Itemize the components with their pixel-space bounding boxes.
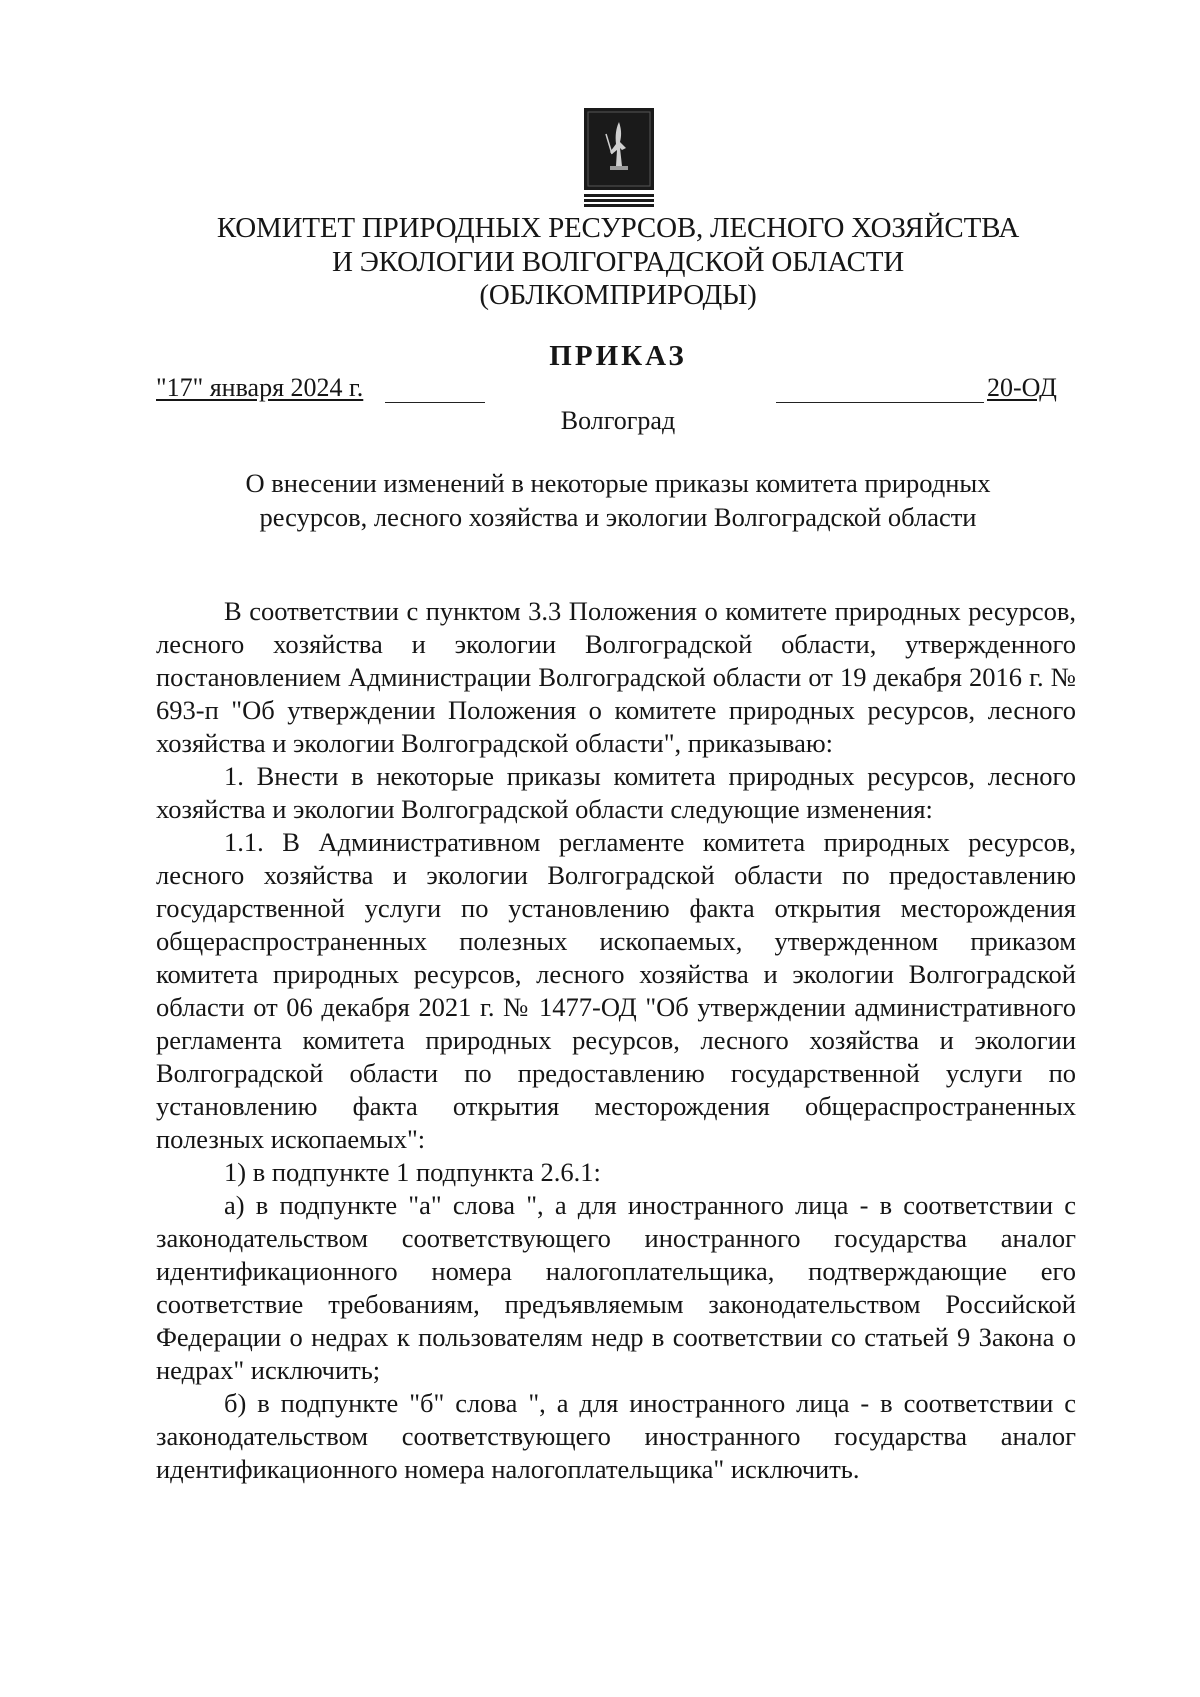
number-underline [776,402,984,403]
document-type-title: ПРИКАЗ [549,340,687,372]
document-subject [18,466,1200,534]
body-paragraph-subitem-1: 1) в подпункте 1 подпункта 2.6.1: [224,1157,601,1187]
body-paragraph-preamble: В соответствии с пунктом 3.3 Положения о комитете природных ресурсов, лесного хозяйства и экологии Волгоградской области, утвержденного постановлением Администрации Волгоградской области от 19 декабря 2016 г. № 693-п "Об утверждении Положения о комитете природных ресурсов, лесного хозяйства и экологии Волгоградской области", приказываю: [156,596,1076,758]
body-paragraph-item-1: 1. Внести в некоторые приказы комитета природных ресурсов, лесного хозяйства и экологии Волгоградской области следующие изменения: [156,761,1076,824]
body-paragraph-item-1-1: 1.1. В Административном регламенте комитета природных ресурсов, лесного хозяйства и экологии Волгоградской области по предоставлению государственной услуги по установлению факта открытия месторождения общераспространенных полезных ископаемых, утвержденном приказом комитета природных ресурсов, лесного хозяйства и экологии Волгоградской области от 06 декабря 2021 г. № 1477-ОД "Об утверждении административного регламента комитета природных ресурсов, лесного хозяйства и экологии Волгоградской области по предоставлению государственной услуги по установлению факта открытия месторождения общераспространенных полезных ископаемых": [156,827,1076,1154]
document-date-text: "17" января 2024 г. [156,373,364,402]
subject-line-2: ресурсов, лесного хозяйства и экологии Волгоградской области [259,502,977,532]
document-date [156,372,363,404]
subject-line-1: О внесении изменений в некоторые приказы комитета природных [245,468,991,498]
document-city: Волгоград [560,406,676,435]
organization-name-line-1: КОМИТЕТ ПРИРОДНЫХ РЕСУРСОВ, ЛЕСНОГО ХОЗЯЙСТВА [216,212,1020,244]
coat-of-arms-icon [582,108,656,208]
organization-name-line-2: И ЭКОЛОГИИ ВОЛГОГРАДСКОЙ ОБЛАСТИ [331,246,905,278]
document-number: 20-ОД [987,373,1057,402]
organization-short-name: (ОБЛКОМПРИРОДЫ) [479,279,757,311]
date-underline [385,402,485,403]
document-body [156,595,1076,1486]
body-paragraph-subitem-b: б) в подпункте "б" слова ", а для иностранного лица - в соответствии с законодательством соответствующего иностранного государства аналог идентификационного номера налогоплательщика" исключить. [156,1388,1076,1484]
body-paragraph-subitem-a: а) в подпункте "а" слова ", а для иностранного лица - в соответствии с законодательством соответствующего иностранного государства аналог идентификационного номера налогоплательщика, подтверждающие его соответствие требованиям, предъявляемым законодательством Российской Федерации о недрах к пользователям недр в соответствии со статьей 9 Закона о недрах" исключить; [156,1190,1076,1385]
